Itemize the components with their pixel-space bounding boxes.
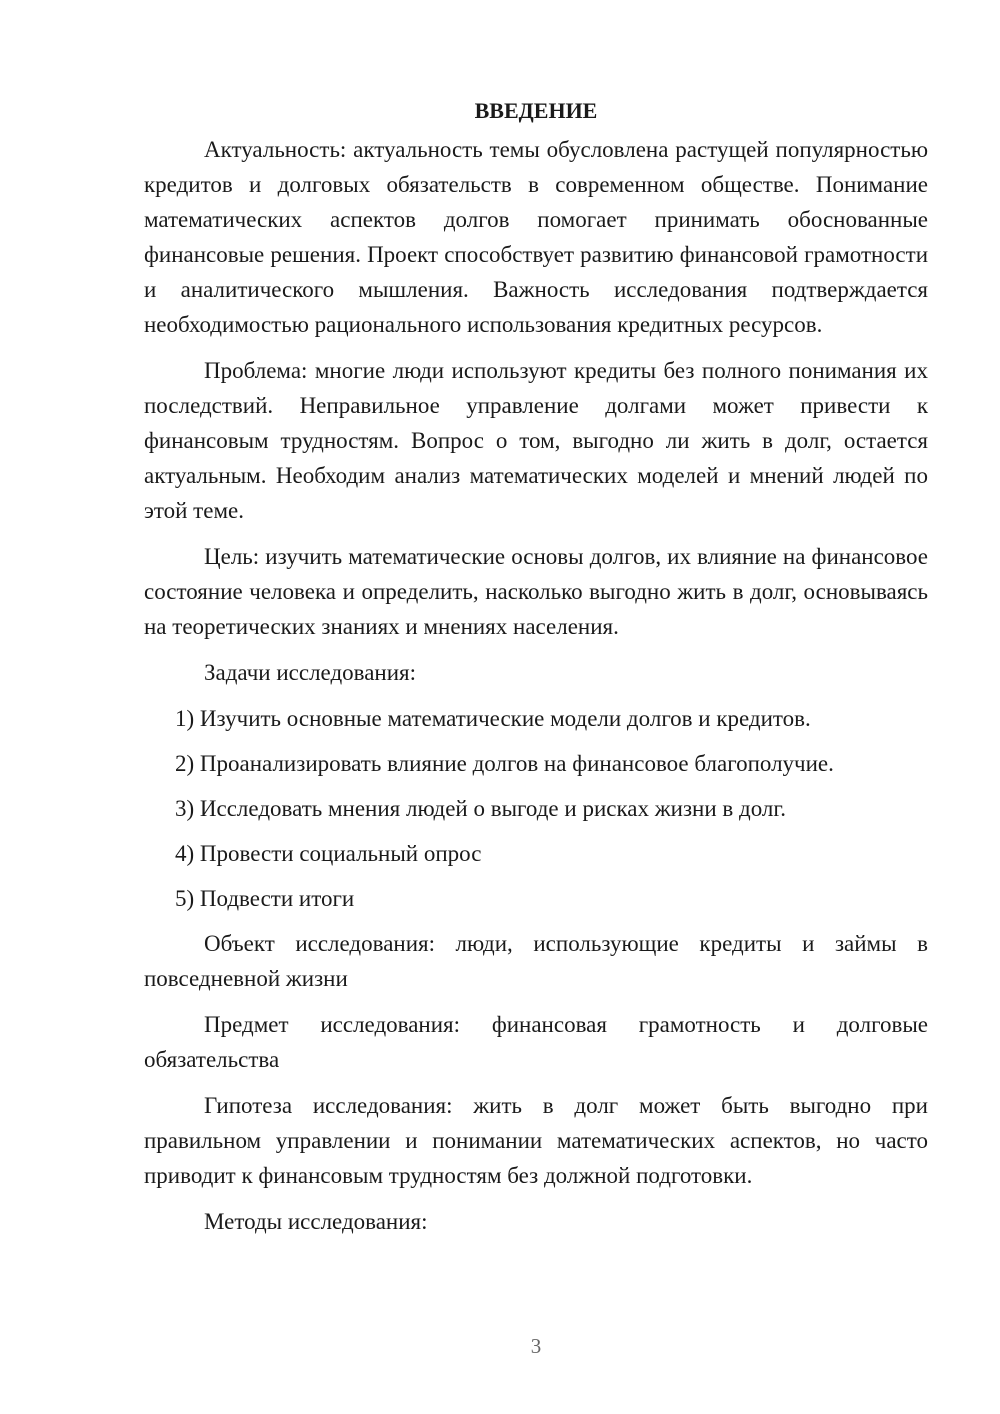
document-page <box>144 96 928 1250</box>
relevance-paragraph: Актуальность: актуальность темы обусловлена растущей популярностью кредитов и долговых обязательств в современном обществе. Понимание математических аспектов долгов помогает принимать обоснованные финансовые решения. Проект способствует развитию финансовой грамотности и аналитического мышления. Важность исследования подтверждается необходимостью рационального использования кредитных ресурсов. <box>144 137 928 337</box>
object-paragraph: Объект исследования: люди, использующие кредиты и займы в повседневной жизни <box>144 931 928 991</box>
task-item: 5) Подвести итоги <box>175 886 355 911</box>
methods-title: Методы исследования: <box>204 1209 428 1234</box>
goal-paragraph: Цель: изучить математические основы долгов, их влияние на финансовое состояние человека и определить, насколько выгодно жить в долг, основываясь на теоретических знаниях и мнениях населения. <box>144 544 928 639</box>
page-number: 3 <box>530 1334 542 1358</box>
task-item: 3) Исследовать мнения людей о выгоде и рисках жизни в долг. <box>175 796 786 821</box>
task-item: 2) Проанализировать влияние долгов на финансовое благополучие. <box>175 751 834 776</box>
section-heading: ВВЕДЕНИЕ <box>474 98 598 123</box>
task-item: 1) Изучить основные математические модели долгов и кредитов. <box>175 706 811 731</box>
tasks-list <box>144 701 928 916</box>
tasks-title: Задачи исследования: <box>204 660 417 685</box>
hypothesis-paragraph: Гипотеза исследования: жить в долг может быть выгодно при правильном управлении и понимании математических аспектов, но часто приводит к финансовым трудностям без должной подготовки. <box>144 1093 928 1188</box>
task-item: 4) Провести социальный опрос <box>175 841 482 866</box>
problem-paragraph: Проблема: многие люди используют кредиты без полного понимания их последствий. Неправильное управление долгами может привести к финансовым трудностям. Вопрос о том, выгодно ли жить в долг, остается актуальным. Необходим анализ математических моделей и мнений людей по этой теме. <box>144 358 928 523</box>
subject-paragraph: Предмет исследования: финансовая грамотность и долговые обязательства <box>144 1012 928 1072</box>
